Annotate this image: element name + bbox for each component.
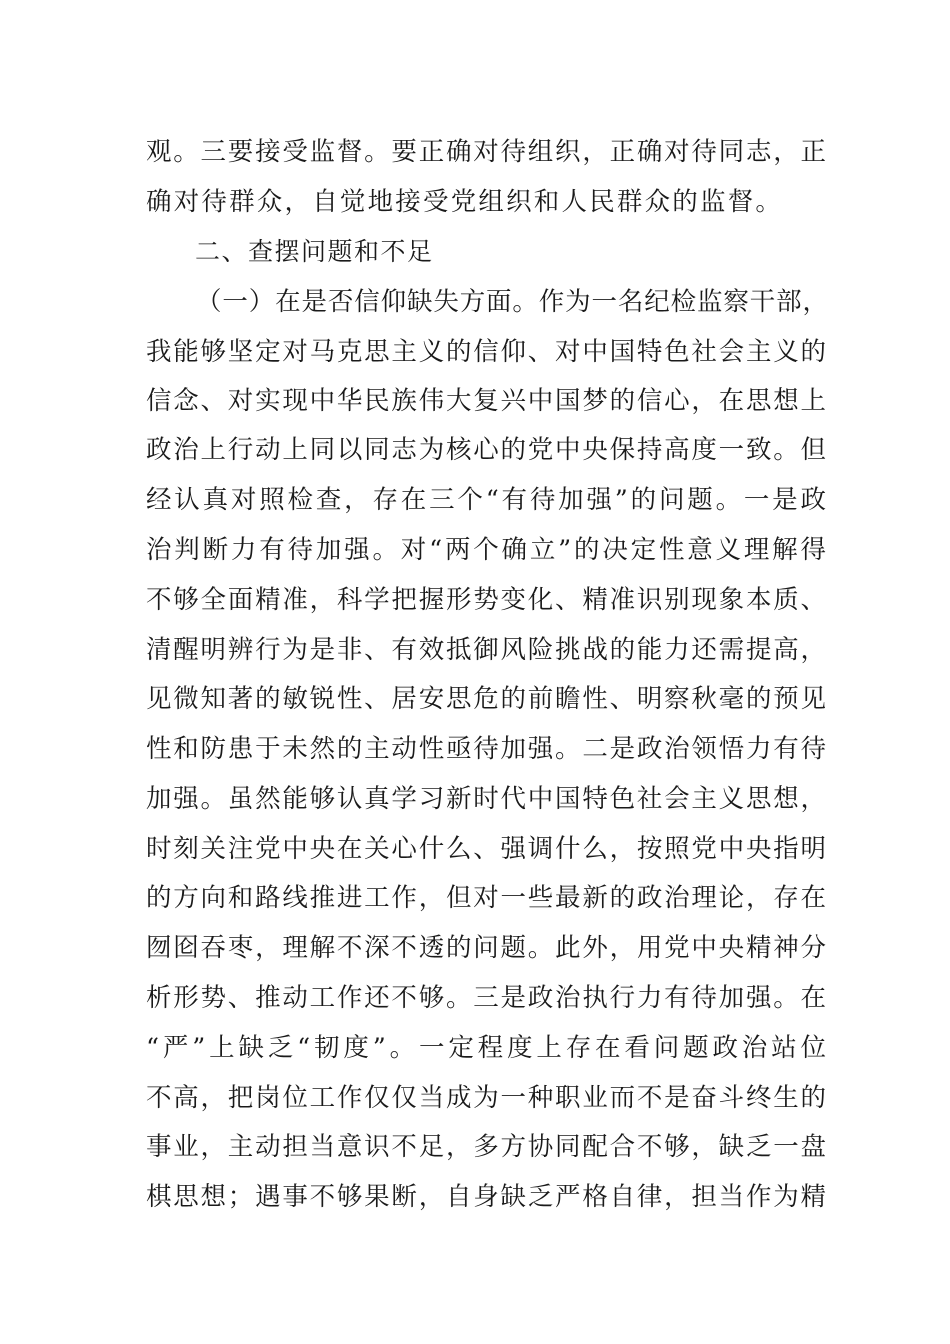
body-line: 见微知著的敏锐性、居安思危的前瞻性、明察秋毫的预见 — [146, 684, 826, 714]
body-line: 信念、对实现中华民族伟大复兴中国梦的信心，在思想上 — [146, 386, 826, 416]
body-line: （一）在是否信仰缺失方面。作为一名纪检监察干部， — [196, 287, 828, 317]
body-line: 囫囵吞枣，理解不深不透的问题。此外，用党中央精神分 — [146, 933, 826, 963]
body-line: “严”上缺乏“韧度”。一定程度上存在看问题政治站位 — [146, 1033, 826, 1063]
body-line: 不高，把岗位工作仅仅当成为一种职业而不是奋斗终生的 — [146, 1083, 826, 1113]
body-line: 治判断力有待加强。对“两个确立”的决定性意义理解得 — [146, 535, 826, 565]
body-line: 析形势、推动工作还不够。三是政治执行力有待加强。在 — [146, 983, 826, 1013]
body-line: 经认真对照检查，存在三个“有待加强”的问题。一是政 — [146, 485, 826, 515]
body-line: 的方向和路线推进工作，但对一些最新的政治理论，存在 — [146, 883, 826, 913]
body-line: 政治上行动上同以同志为核心的党中央保持高度一致。但 — [146, 435, 826, 465]
body-line: 事业，主动担当意识不足，多方协同配合不够，缺乏一盘 — [146, 1132, 826, 1162]
section-heading: 二、查摆问题和不足 — [195, 237, 434, 266]
body-line: 确对待群众，自觉地接受党组织和人民群众的监督。 — [146, 187, 784, 217]
body-line: 棋思想；遇事不够果断，自身缺乏严格自律，担当作为精 — [146, 1182, 826, 1212]
body-line: 性和防患于未然的主动性亟待加强。二是政治领悟力有待 — [146, 734, 826, 764]
body-line: 时刻关注党中央在关心什么、强调什么，按照党中央指明 — [146, 834, 826, 864]
body-line: 不够全面精准，科学把握形势变化、精准识别现象本质、 — [146, 585, 826, 615]
body-line: 我能够坚定对马克思主义的信仰、对中国特色社会主义的 — [146, 337, 826, 367]
body-line: 观。三要接受监督。要正确对待组织，正确对待同志，正 — [146, 137, 826, 167]
body-line: 清醒明辨行为是非、有效抵御风险挑战的能力还需提高， — [146, 635, 826, 665]
body-line: 加强。虽然能够认真学习新时代中国特色社会主义思想， — [146, 784, 826, 814]
